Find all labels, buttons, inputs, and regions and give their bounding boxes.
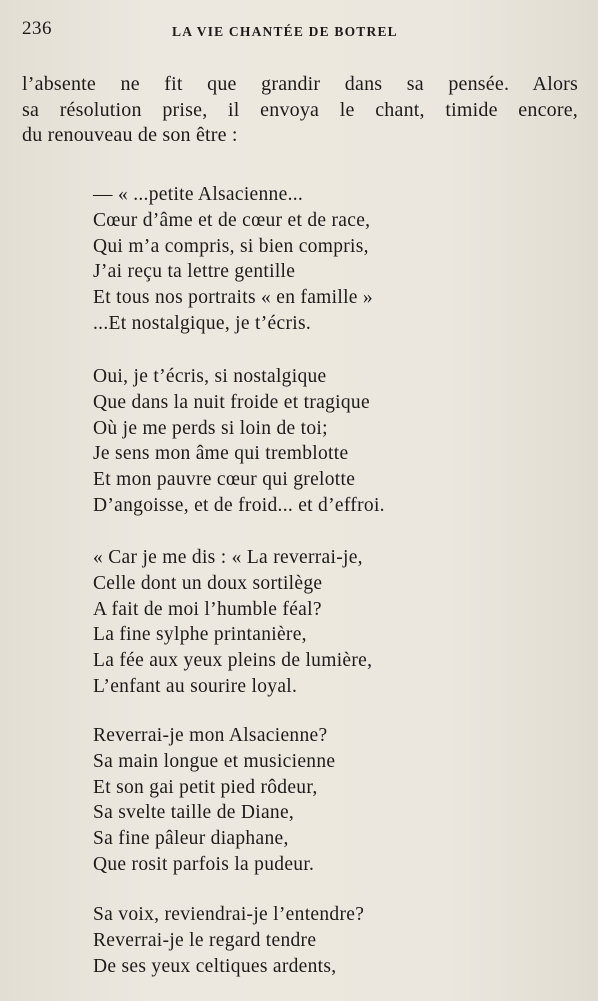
poem-stanza (93, 902, 583, 979)
verse-line: Et mon pauvre cœur qui grelotte (93, 469, 356, 491)
verse-line: J’ai reçu ta lettre gentille (93, 261, 296, 283)
verse-line: Sa fine pâleur diaphane, (93, 828, 289, 850)
verse-line: Et tous nos portraits « en famille » (93, 287, 373, 309)
verse-line: La fée aux yeux pleins de lumière, (93, 650, 373, 672)
intro-line: du renouveau de son être : (22, 124, 238, 146)
verse-line: Que dans la nuit froide et tragique (93, 391, 370, 413)
verse-line: Qui m’a compris, si bien compris, (93, 235, 369, 257)
poem-stanza (93, 364, 583, 519)
verse-line: Sa svelte taille de Diane, (93, 802, 295, 824)
verse-line: Celle dont un doux sortilège (93, 572, 323, 594)
page-header (22, 18, 578, 48)
running-title: LA VIE CHANTÉE DE BOTREL (172, 24, 398, 39)
intro-paragraph (22, 72, 578, 149)
verse-line: Et son gai petit pied rôdeur, (93, 776, 318, 798)
verse-line: La fine sylphe printanière, (93, 624, 307, 646)
verse-line: Cœur d’âme et de cœur et de race, (93, 209, 371, 231)
verse-line: Où je me perds si loin de toi; (93, 417, 328, 439)
verse-line: « Car je me dis : « La reverrai-je, (93, 547, 363, 568)
intro-line: sa résolution prise, il envoya le chant, timide encore, (22, 98, 578, 121)
verse-line: ...Et nostalgique, je t’écris. (93, 312, 312, 334)
verse-line: Reverrai-je le regard tendre (93, 929, 317, 951)
intro-line: l’absente ne fit que grandir dans sa pensée. Alors (22, 73, 578, 95)
verse-line: Sa voix, reviendrai-je l’entendre? (93, 904, 365, 925)
verse-line: A fait de moi l’humble féal? (93, 598, 322, 620)
poem-stanza (93, 723, 583, 878)
poem-stanza (93, 182, 583, 337)
verse-line: Sa main longue et musicienne (93, 750, 336, 772)
verse-line: De ses yeux celtiques ardents, (93, 955, 337, 977)
page-number: 236 (22, 18, 52, 39)
verse-line: Oui, je t’écris, si nostalgique (93, 366, 327, 387)
verse-line: — « ...petite Alsacienne... (93, 184, 304, 205)
verse-line: Je sens mon âme qui tremblotte (93, 443, 349, 465)
poem-stanza (93, 545, 583, 700)
verse-line: Reverrai-je mon Alsacienne? (93, 725, 328, 746)
verse-line: D’angoisse, et de froid... et d’effroi. (93, 494, 385, 516)
verse-line: L’enfant au sourire loyal. (93, 675, 298, 697)
verse-line: Que rosit parfois la pudeur. (93, 853, 315, 875)
